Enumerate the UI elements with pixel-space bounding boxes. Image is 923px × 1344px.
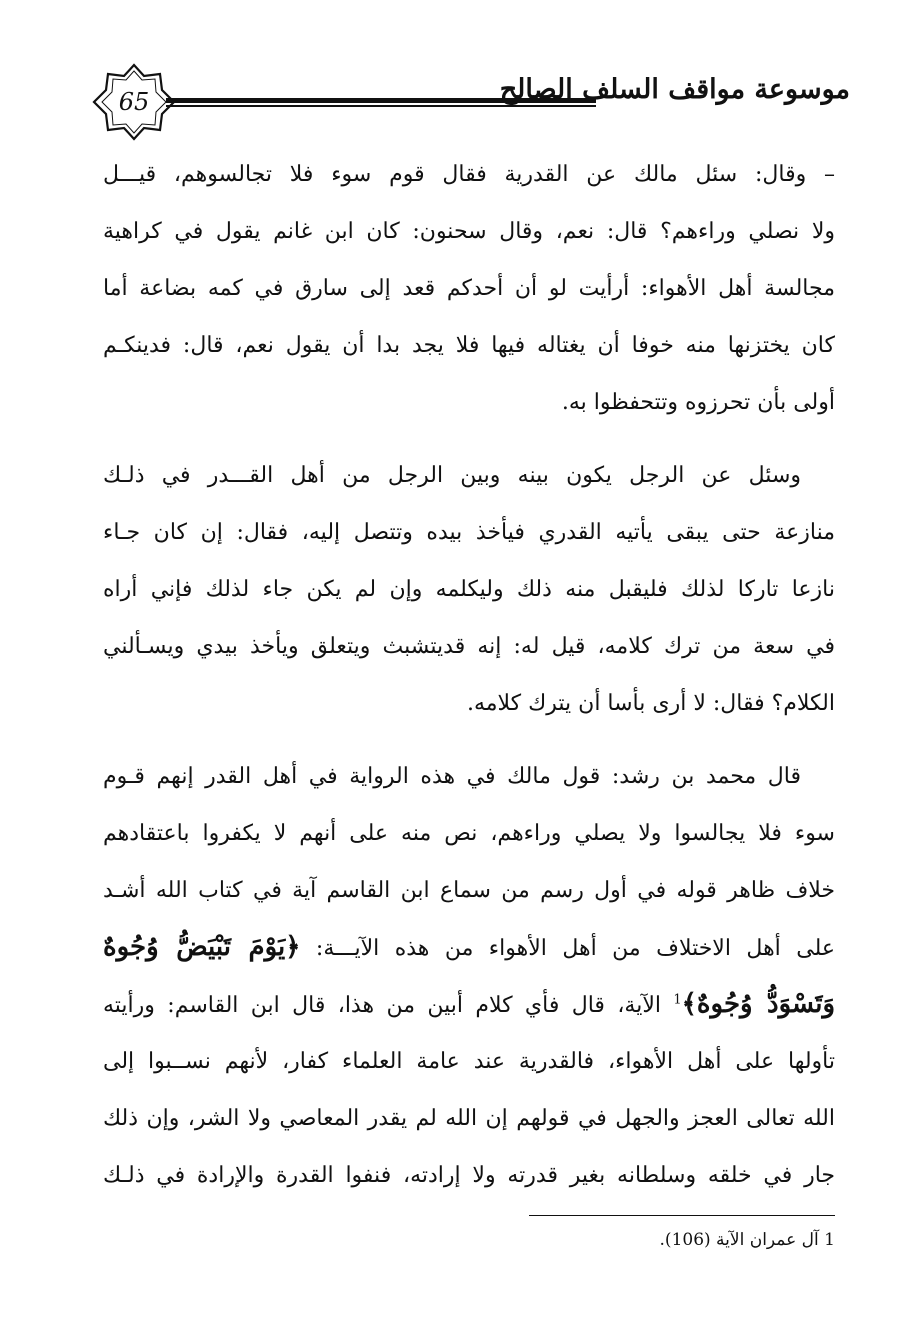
footnote — [235, 1226, 835, 1254]
footnote-text: آل عمران الآية (106). — [659, 1230, 825, 1250]
text-line-verse-end — [103, 976, 835, 1033]
text-line: كان يختزنها منه خوفا أن يغتاله فيها فلا يجد بدا أن يقول نعم، قال: فدينكـم — [103, 333, 835, 358]
text-line: ولا نصلي وراءهم؟ قال: نعم، وقال سحنون: كان ابن غانم يقول في كراهية — [103, 219, 835, 244]
text-line: وسئل عن الرجل يكون بينه وبين الرجل من أهل القـــدر في ذلـك — [103, 463, 801, 488]
text-line: نازعا تاركا لذلك فليقبل منه ذلك وليكلمه وإن لم يكن جاء لذلك فإني أراه — [103, 577, 835, 602]
main-text — [103, 146, 835, 1204]
paragraph-1 — [103, 146, 835, 431]
page-number: 65 — [118, 88, 150, 116]
text-line: مجالسة أهل الأهواء: أرأيت لو أن أحدكم قعد إلى سارق في كمه بضاعة أما — [103, 276, 835, 301]
text-line: الكلام؟ فقال: لا أرى بأسا أن يترك كلامه. — [466, 691, 835, 716]
paragraph-3 — [103, 748, 835, 1204]
text-line: جار في خلقه وسلطانه بغير قدرته ولا إرادته، فنفوا القدرة والإرادة في ذلـك — [103, 1163, 835, 1188]
text-line: سوء فلا يجالسوا ولا يصلي وراءهم، نص منه على أنهم لا يكفروا باعتقادهم — [103, 821, 835, 846]
text-span: على أهل الاختلاف من أهل الأهواء من هذه الآيـــة: — [300, 936, 835, 961]
footnote-number: 1 — [824, 1230, 835, 1250]
footnote-separator — [529, 1215, 835, 1216]
page-number-badge — [92, 62, 176, 142]
text-line: في سعة من ترك كلامه، قيل له: إنه قديتشبث ويتعلق ويأخذ بيدي ويسـألني — [103, 634, 835, 659]
text-line: تأولها على أهل الأهواء، فالقدرية عند عامة العلماء كفار، لأنهم نســبوا إلى — [103, 1049, 835, 1074]
text-line: منازعة حتى يبقى يأتيه القدري فيأخذ بيده وتتصل إليه، فقال: إن كان جـاء — [103, 520, 835, 545]
text-line: قال محمد بن رشد: قول مالك في هذه الرواية في أهل القدر إنهم قـوم — [103, 764, 801, 789]
text-line: الله تعالى العجز والجهل في قولهم إن الله لم يقدر المعاصي ولا الشر، وإن ذلك — [103, 1106, 835, 1131]
text-line: أولى بأن تحرزوه وتتحفظوا به. — [561, 390, 835, 415]
quran-verse: ﴿يَوْمَ تَبْيَضُّ وُجُوهٌ — [103, 932, 301, 962]
paragraph-2 — [103, 447, 835, 732]
text-line: خلاف ظاهر قوله في أول رسم من سماع ابن القاسم آية في كتاب الله أشـد — [103, 878, 835, 903]
text-line-verse-start — [103, 919, 835, 976]
text-span: الآية، قال فأي كلام أبين من هذا، قال ابن القاسم: ورأيته — [103, 993, 674, 1018]
page-header — [92, 62, 850, 144]
quran-verse: وَتَسْوَدُّ وُجُوهٌ﴾ — [681, 989, 835, 1019]
running-title: موسوعة مواقف السلف الصالح — [499, 74, 850, 105]
footnote-reference[interactable]: 1 — [673, 992, 682, 1008]
text-line: – وقال: سئل مالك عن القدرية فقال قوم سوء فلا تجالسوهم، قيـــل — [103, 162, 835, 187]
